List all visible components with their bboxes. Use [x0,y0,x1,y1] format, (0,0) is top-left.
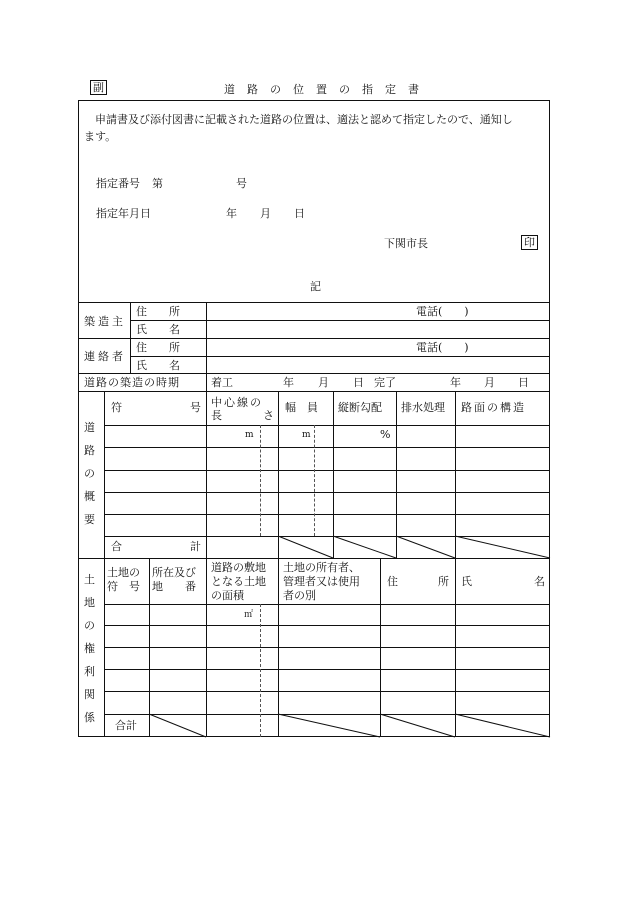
record-label: 記 [310,280,321,293]
rule [130,320,550,321]
road-overview-side-char: 道 [84,421,95,434]
designation-date-day: 日 [294,207,305,220]
road-header-drainage: 排水処理 [401,401,445,414]
road-overview-side-char: の [84,467,95,480]
rule [78,302,550,303]
land-header-name-a: 氏 [461,575,472,588]
construction-end-day: 日 [518,376,529,389]
rule [380,558,381,737]
construction-start-label: 着工 [211,376,233,389]
dashed-rule [314,425,315,536]
rule [104,604,550,605]
road-total-label-1: 合 [111,540,122,553]
construction-period-label: 道路の築造の時期 [84,376,180,389]
land-header-owner-3: 者の別 [283,589,316,602]
land-side-char: 関 [84,688,95,701]
rule [104,391,105,737]
land-side-char: 地 [84,596,95,609]
area-unit: ㎡ [244,610,254,620]
rule [78,338,550,339]
builder-name-label: 氏 名 [136,323,180,336]
road-header-length-b: さ [263,409,274,422]
land-header-address-b: 所 [438,575,449,588]
land-header-symbol-1: 土地の [107,566,140,579]
designation-date-year: 年 [226,207,237,220]
contact-label: 連絡者 [84,350,126,363]
road-header-centerline: 中心線の [211,396,263,409]
designation-date-label: 指定年月日 [96,207,151,220]
land-header-area-1: 道路の敷地 [211,561,266,574]
contact-address-label: 住 所 [136,341,180,354]
dashed-rule [260,425,261,536]
construction-start-month: 月 [318,376,329,389]
rule [130,356,550,357]
land-header-location-2: 地 番 [152,580,196,593]
construction-start-year: 年 [283,376,294,389]
land-total-label: 合計 [115,719,137,732]
rule [206,302,207,391]
land-header-address-a: 住 [387,575,398,588]
width-unit: m [302,430,311,440]
rule [104,669,550,670]
land-header-symbol-2: 符 号 [107,580,140,593]
rule [104,492,550,493]
designation-number-suffix: 号 [236,177,247,190]
land-header-name-b: 名 [534,575,545,588]
rule [104,514,550,515]
construction-end-month: 月 [484,376,495,389]
rule [104,536,550,537]
land-header-area-2: となる土地 [211,575,266,588]
builder-phone-label: 電話( ) [416,305,469,318]
road-header-symbol: 符 [111,401,122,414]
land-header-area-3: の面積 [211,589,244,602]
mayor-label: 下関市長 [384,237,428,250]
rule [278,391,279,737]
construction-end-label: 完了 [374,376,396,389]
rule [206,391,207,737]
length-unit: m [245,430,254,440]
builder-address-label: 住 所 [136,305,180,318]
rule [104,647,550,648]
land-side-char: 利 [84,665,95,678]
copy-stamp: 副 [90,80,107,95]
contact-name-label: 氏 名 [136,359,180,372]
rule [104,714,550,715]
intro-text-line1: 申請書及び添付図書に記載された道路の位置は、適法と認めて指定したので、通知し [95,113,513,126]
road-header-length-a: 長 [211,409,222,422]
construction-start-day: 日 [353,376,364,389]
dashed-rule [260,604,261,737]
rule [333,391,334,558]
road-overview-side-char: 要 [84,513,95,526]
intro-text-line2: ます。 [84,130,117,143]
land-header-location-1: 所在及び [152,566,196,579]
designation-date-month: 月 [260,207,271,220]
rule [104,625,550,626]
rule [104,470,550,471]
road-total-label-2: 計 [190,540,201,553]
land-header-owner-1: 土地の所有者、 [283,561,360,574]
designation-number-prefix: 第 [152,177,163,190]
land-side-char: 権 [84,642,95,655]
rule [104,447,550,448]
rule [455,391,456,737]
road-header-width: 幅 員 [285,401,318,414]
gradient-unit: % [380,428,391,441]
rule [104,425,550,426]
land-side-char: 係 [84,711,95,724]
road-overview-side-char: 概 [84,490,95,503]
designation-number-label: 指定番号 [96,177,140,190]
land-side-char: 土 [84,573,95,586]
rule [104,691,550,692]
road-header-gradient: 縦断勾配 [338,401,382,414]
land-side-char: の [84,619,95,632]
builder-label: 築造主 [84,315,126,328]
road-header-surface: 路面の構造 [461,401,526,414]
seal-mark: 印 [521,235,538,250]
rule [78,373,550,374]
contact-phone-label: 電話( ) [416,341,469,354]
document-title: 道路の位置の指定書 [224,83,431,96]
land-header-owner-2: 管理者又は使用 [283,575,360,588]
construction-end-year: 年 [450,376,461,389]
rule [396,391,397,558]
rule [149,558,150,737]
road-overview-side-char: 路 [84,444,95,457]
rule [78,391,550,392]
rule [130,302,131,373]
road-header-number: 号 [190,401,201,414]
